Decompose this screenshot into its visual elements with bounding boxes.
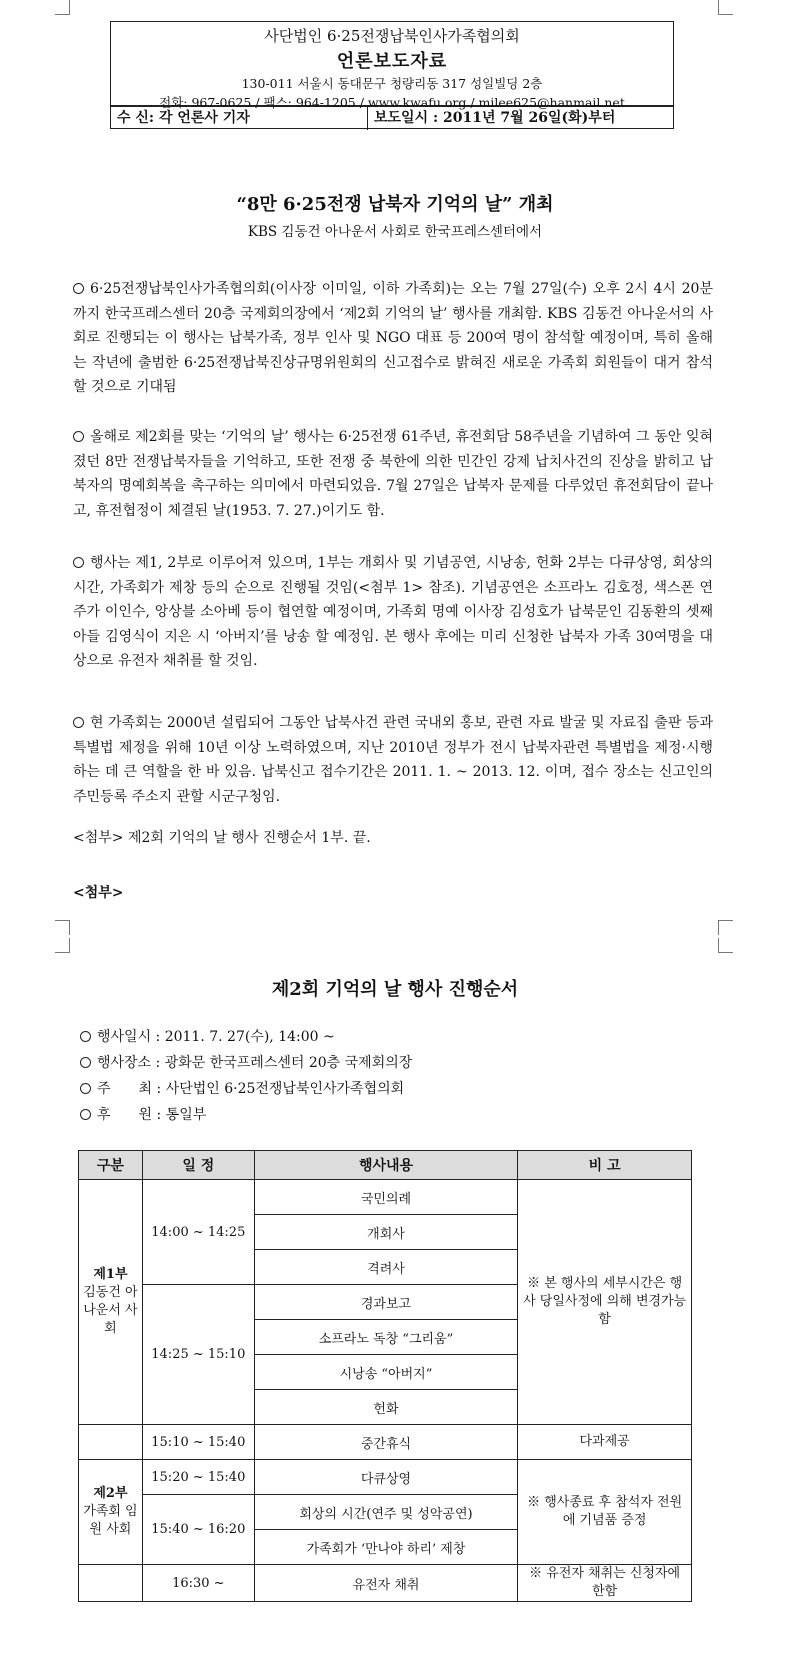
circle-bullet-icon [80,1057,91,1068]
time-cell: 14:25 ~ 15:10 [142,1285,254,1425]
program-item: 중간휴식 [254,1425,518,1460]
note-cell: ※ 행사종료 후 참석자 전원에 기념품 증정 [518,1460,692,1565]
time-cell: 16:30 ~ [142,1565,254,1602]
circle-bullet-icon [73,431,84,442]
attachment-note: <첨부> 제2회 기억의 날 행사 진행순서 1부. 끝. [73,830,371,846]
event-info-item: 후 원 : 통일부 [80,1104,206,1124]
program-item: 소프라노 독창 “그리움” [254,1320,518,1355]
program-item: 경과보고 [254,1285,518,1320]
event-info-item: 행사장소 : 광화문 한국프레스센터 20층 국제회의장 [80,1052,412,1072]
headline: “8만 6·25전쟁 납북자 기억의 날” 개최 [236,194,554,215]
program-item: 헌화 [254,1390,518,1425]
attachment-label: <첨부> [73,885,124,901]
column-header: 행사내용 [254,1151,518,1180]
schedule-table [78,1150,692,1602]
paragraph: 올해로 제2회를 맞는 ‘기억의 날’ 행사는 6·25전쟁 61주년, 휴전회담 58주년을 기념하여 그 동안 잊혀졌던 8만 전쟁납북자들을 기억하고, 또한 전쟁 중 북한에 의한 민간인 강제 납치사건의 진상을 밝히고 납북자의 명예회복을 촉구하는 의미에서 마련되었음. 7월 27일은 납북자 문제를 다루었던 휴전회담이 끝나고, 휴전협정이 체결된 날(1953. 7. 27.)이기도 함. [73,429,713,519]
table-row [79,1425,692,1460]
table-row [79,1460,692,1495]
column-header: 비 고 [518,1151,692,1180]
event-info-item: 행사일시 : 2011. 7. 27(수), 14:00 ~ [80,1026,335,1046]
program-item: 회상의 시간(연주 및 성악공연) [254,1495,518,1530]
note-cell: ※ 본 행사의 세부시간은 행사 당일사정에 의해 변경가능 함 [518,1180,692,1425]
program-item: 다큐상영 [254,1460,518,1495]
circle-bullet-icon [73,557,84,568]
crop-mark [718,0,733,15]
event-info-item: 주 최 : 사단법인 6·25전쟁납북인사가족협의회 [80,1078,404,1098]
document-type: 언론보도자료 [336,51,448,72]
crop-mark [55,938,70,953]
time-cell: 14:00 ~ 14:25 [142,1180,254,1285]
time-cell: 15:20 ~ 15:40 [142,1460,254,1495]
contact-info: 전화: 967-0625 / 팩스: 964-1205 / www.kwafu.org / milee625@hanmail.net [159,95,625,110]
time-cell: 15:10 ~ 15:40 [142,1425,254,1460]
circle-bullet-icon [80,1109,91,1120]
table-header-row [79,1151,692,1180]
organization-name: 사단법인 6·25전쟁납북인사가족협의회 [264,27,520,45]
time-cell: 15:40 ~ 16:20 [142,1495,254,1565]
paragraph: 현 가족회는 2000년 설립되어 그동안 납북사건 관련 국내외 홍보, 관련 자료 발굴 및 자료집 출판 등과 특별법 제정을 위해 10년 이상 노력하였으며, 지난 2010년 정부가 전시 납북자관련 특별법을 제정·시행하는 데 큰 역할을 한 바 있음. 납북신고 접수기간은 2011. 1. ~ 2013. 12. 이며, 접수 장소는 신고인의 주민등록 주소지 관할 시군구청임. [73,715,713,805]
schedule-title: 제2회 기억의 날 행사 진행순서 [271,979,519,1000]
program-item: 가족회가 ‘만나야 하리’ 제창 [254,1530,518,1565]
part-2-cell [79,1460,143,1565]
circle-bullet-icon [80,1083,91,1094]
note-cell: 다과제공 [518,1425,692,1460]
program-item: 유전자 채취 [254,1565,518,1602]
program-item: 개회사 [254,1215,518,1250]
program-item: 격려사 [254,1250,518,1285]
note-cell: ※ 유전자 채취는 신청자에 한함 [518,1565,692,1602]
circle-bullet-icon [73,717,84,728]
paragraph: 6·25전쟁납북인사가족협의회(이사장 이미일, 이하 가족회)는 오는 7월 27일(수) 오후 2시 4시 20분 까지 한국프레스센터 20층 국제회의장에서 ‘제2회 기억의 날’ 행사를 개최함. KBS 김동건 아나운서의 사회로 진행되는 이 행사는 납북가족, 정부 인사 및 NGO 대표 등 200여 명이 참석할 예정이며, 특히 올해는 작년에 출범한 6·25전쟁납북진상규명위원회의 신고접수로 밝혀진 새로운 가족회 회원들이 대거 참석할 것으로 기대됨 [73,281,713,395]
column-header: 일 정 [142,1151,254,1180]
table-row [79,1565,692,1602]
crop-mark [55,920,70,935]
circle-bullet-icon [73,283,84,294]
part-host: 가족회 임원 사회 [83,1504,138,1537]
crop-mark [718,938,733,953]
circle-bullet-icon [80,1031,91,1042]
part-title: 제2부 [93,1486,128,1501]
program-item: 국민의례 [254,1180,518,1215]
subheadline: KBS 김동건 아나운서 사회로 한국프레스센터에서 [247,224,543,240]
release-date: 보도일시 : 2011년 7월 26일(화)부터 [374,110,616,126]
part-1-cell [79,1180,143,1425]
part-title: 제1부 [93,1267,128,1282]
address: 130-011 서울시 동대문구 청량리동 317 성일빌딩 2층 [241,76,543,91]
crop-mark [718,920,733,935]
paragraph: 행사는 제1, 2부로 이루어져 있으며, 1부는 개회사 및 기념공연, 시낭송, 헌화 2부는 다큐상영, 회상의 시간, 가족회가 제창 등의 순으로 진행될 것임(<첨부 1> 참조). 기념공연은 소프라노 김호정, 색스폰 연주가 이인수, 앙상블 소아베 등이 협연할 예정이며, 가족회 명예 이사장 김성호가 납북문인 김동환의 셋째 아들 김영식이 지은 시 ‘아버지’를 낭송 할 예정임. 본 행사 후에는 미리 신청한 납북자 가족 30여명을 대상으로 유전자 채취를 할 것임. [73,555,713,669]
table-row [79,1180,692,1215]
press-release-header [110,21,674,129]
program-item: 시낭송 “아버지” [254,1355,518,1390]
column-header: 구분 [79,1151,143,1180]
part-host: 김동건 아나운서 사회 [83,1285,138,1336]
blank-cell [79,1425,143,1460]
blank-cell [79,1565,143,1602]
crop-mark [55,0,70,15]
recipient: 수 신: 각 언론사 기자 [111,107,368,130]
